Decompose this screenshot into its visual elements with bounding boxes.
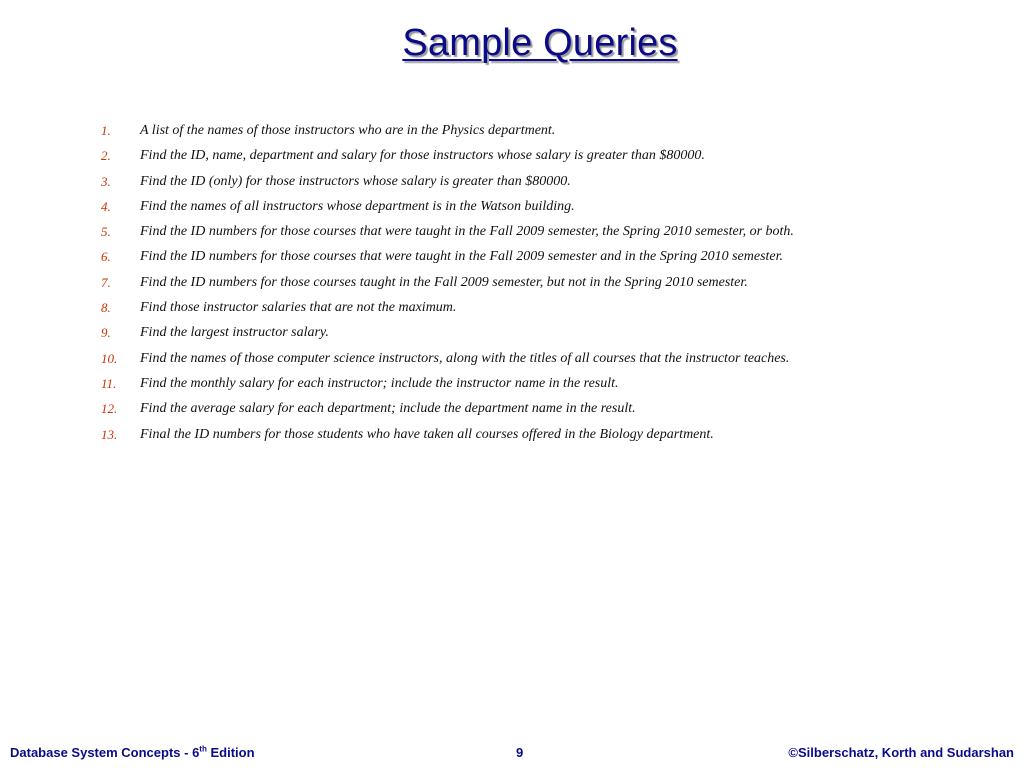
footer-edition-word: Edition (206, 745, 255, 760)
query-text: Find the ID numbers for those courses that were taught in the Fall 2009 semester and in the Spring 2010 semester. (140, 249, 784, 265)
query-list (0, 120, 1000, 449)
footer-book-title-text: Database System Concepts - 6 (10, 745, 200, 760)
query-text: Find the names of all instructors whose department is in the Watson building. (140, 198, 575, 214)
query-number: 6. (101, 249, 111, 265)
slide-title: Sample Queries (402, 22, 678, 64)
query-text: Find the ID (only) for those instructors whose salary is greater than $80000. (140, 173, 571, 189)
query-item (0, 373, 1000, 398)
query-number: 1. (101, 123, 111, 138)
query-number: 9. (101, 325, 111, 341)
query-text: Find the ID numbers for those courses that were taught in the Fall 2009 semester, the Spring 2010 semester, or both. (140, 224, 794, 240)
query-number: 10. (101, 350, 118, 366)
footer-page-number: 9 (516, 745, 524, 760)
query-number: 5. (101, 224, 111, 240)
query-text: Final the ID numbers for those students who have taken all courses offered in the Biology department. (140, 426, 714, 442)
query-text: A list of the names of those instructors who are in the Physics department. (140, 123, 556, 138)
slide-footer (0, 745, 1024, 765)
query-item (0, 322, 1000, 347)
query-item (0, 196, 1000, 221)
query-text: Find the monthly salary for each instructor; include the instructor name in the result. (140, 375, 619, 391)
query-text: Find the largest instructor salary. (140, 325, 329, 341)
query-text: Find the ID, name, department and salary for those instructors whose salary is greater than $80000. (140, 148, 705, 164)
query-number: 3. (101, 173, 111, 189)
query-item (0, 120, 1000, 145)
query-text: Find the names of those computer science instructors, along with the titles of all courses that the instructor teaches. (140, 350, 790, 366)
footer-copyright: ©Silberschatz, Korth and Sudarshan (788, 745, 1014, 760)
query-number: 2. (101, 148, 111, 164)
query-item (0, 424, 1000, 449)
query-text: Find the ID numbers for those courses taught in the Fall 2009 semester, but not in the Spring 2010 semester. (140, 274, 748, 290)
query-item (0, 348, 1000, 373)
query-text: Find those instructor salaries that are not the maximum. (140, 300, 457, 316)
query-item (0, 246, 1000, 271)
query-number: 13. (101, 426, 118, 442)
query-item (0, 145, 1000, 170)
query-text: Find the average salary for each department; include the department name in the result. (140, 401, 636, 417)
query-number: 8. (101, 300, 111, 316)
query-item (0, 297, 1000, 322)
query-number: 4. (101, 198, 111, 214)
query-item (0, 398, 1000, 423)
footer-book-title (10, 745, 255, 760)
query-item (0, 272, 1000, 297)
query-item (0, 171, 1000, 196)
footer-edition-superscript: th (199, 744, 207, 754)
query-item (0, 221, 1000, 246)
query-number: 7. (101, 274, 111, 290)
query-number: 12. (101, 401, 118, 417)
query-number: 11. (101, 375, 117, 391)
